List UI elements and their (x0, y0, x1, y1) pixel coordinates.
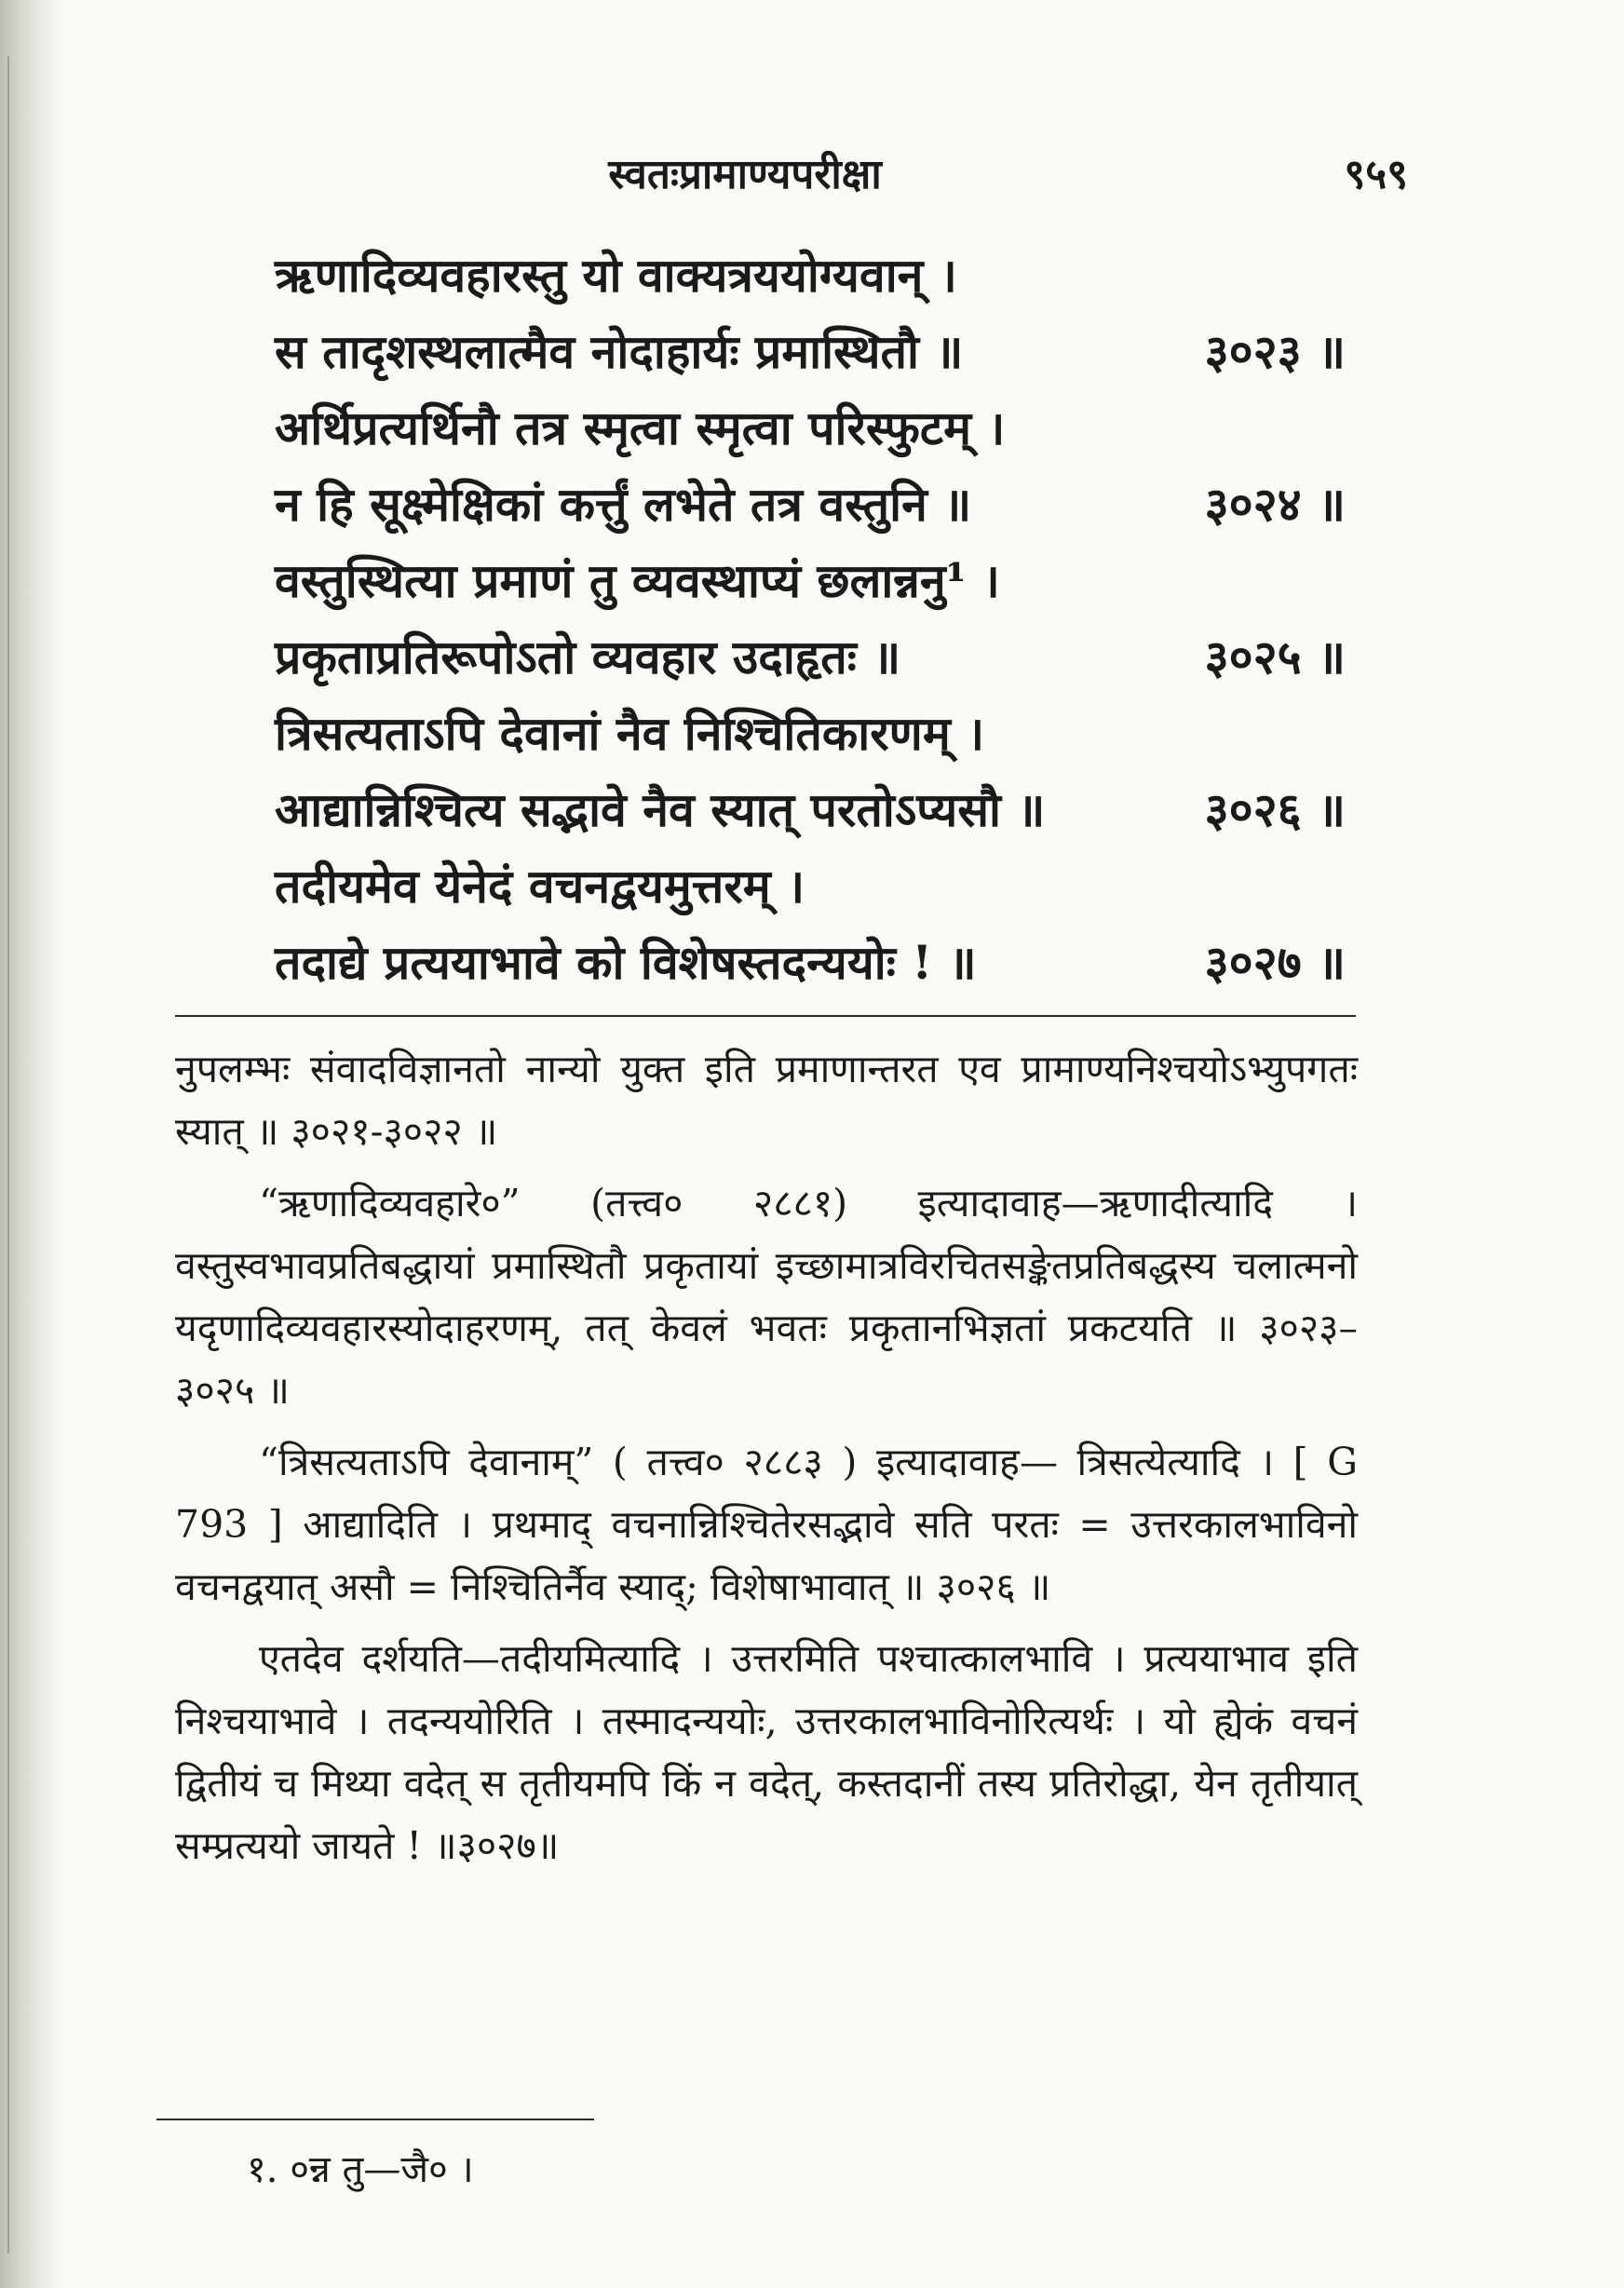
verse-text: आद्यान्निश्चित्य सद्भावे नैव स्यात् परतोऽप्यसौ ॥ (275, 782, 1046, 837)
verse-text: न हि सूक्ष्मेक्षिकां कर्त्तुं लभेते तत्र वस्तुनि ॥ (275, 477, 972, 532)
verse-text: ऋणादिव्यवहारस्तु यो वाक्यत्रययोग्यवान् । (275, 248, 957, 303)
verse-line (275, 543, 1346, 619)
verse-text: प्रकृताप्रतिरूपोऽतो व्यवहार उदाहृतः ॥ (275, 630, 901, 684)
verse-line (275, 772, 1346, 848)
verse-line (275, 390, 1346, 467)
verse-number: ३०२३ ॥ (1204, 324, 1346, 379)
commentary-paragraph: नुपलम्भः संवादविज्ञानतो नान्यो युक्त इति प्रमाणान्तरत एव प्रामाण्यनिश्चयोऽभ्युपगतः स्यात् ॥ ३०२१-३०२२ ॥ (175, 1047, 1358, 1154)
commentary-block (175, 1038, 1358, 1887)
commentary-paragraph: “त्रिसत्यताऽपि देवानाम्” ( तत्त्व० २८८३ ) इत्यादावाह— त्रिसत्येत्यादि । [ G 793 ] आद्यादिति । प्रथमाद् वचनान्निश्चितेरसद्भावे सति परतः = उत्तरकालभाविनो वचनद्वयात् असौ = निश्चितिर्नैव स्याद्; विशेषाभावात् ॥ ३०२६ ॥ (175, 1440, 1358, 1609)
verse-text: स तादृशस्थलात्मैव नोदाहार्यः प्रमास्थितौ ॥ (275, 324, 964, 379)
commentary-paragraph: “ऋणादिव्यवहारे०” (तत्त्व० २८८१) इत्यादावाह—ऋणादीत्यादि । वस्तुस्वभावप्रतिबद्धायां प्रमास्थितौ प्रकृतायां इच्छामात्रविरचितसङ्केतप्रतिबद्धस्य चलात्मनो यदृणादिव्यवहारस्योदाहरणम्, तत् केवलं भवतः प्रकृतानभिज्ञतां प्रकटयति ॥ ३०२३–३०२५ ॥ (175, 1181, 1358, 1413)
verse-line (275, 619, 1346, 696)
verse-text: तदीयमेव येनेदं वचनद्वयमुत्तरम् । (275, 859, 805, 914)
verse-number: ३०२६ ॥ (1204, 782, 1346, 837)
verse-line (275, 925, 1346, 1001)
verse-number: ३०२४ ॥ (1204, 477, 1346, 532)
verse-commentary-divider (175, 1015, 1356, 1017)
verse-number: ३०२७ ॥ (1204, 935, 1346, 990)
scan-binding-line (7, 56, 9, 2254)
verse-line (275, 696, 1346, 772)
verse-line (275, 314, 1346, 390)
footnote: १. ०न्न तु—जै० । (247, 2148, 474, 2191)
verse-text: तदाद्ये प्रत्ययाभावे को विशेषस्तदन्ययोः ! ॥ (275, 935, 977, 990)
verse-line (275, 467, 1346, 543)
verse-text: वस्तुस्थित्या प्रमाणं तु व्यवस्थाप्यं छलान्ननु¹ । (275, 553, 1000, 608)
verse-line (275, 848, 1346, 925)
page-number: ९५९ (1344, 151, 1408, 198)
verse-number: ३०२५ ॥ (1204, 630, 1346, 684)
running-title: स्वतःप्रामाण्यपरीक्षा (608, 151, 882, 198)
verse-text: अर्थिप्रत्यर्थिनौ तत्र स्मृत्वा स्मृत्वा परिस्फुटम् । (275, 400, 1006, 455)
verse-text: त्रिसत्यताऽपि देवानां नैव निश्चितिकारणम् । (275, 706, 985, 761)
verse-block (275, 237, 1346, 1001)
scan-page-edge (0, 0, 65, 2288)
commentary-paragraph: एतदेव दर्शयति—तदीयमित्यादि । उत्तरमिति पश्चात्कालभावि । प्रत्ययाभाव इति निश्चयाभावे । तदन्ययोरिति । तस्मादन्ययोः, उत्तरकालभाविनोरित्यर्थः । यो ह्येकं वचनं द्वितीयं च मिथ्या वदेत् स तृतीयमपि किं न वदेत्, कस्तदानीं तस्य प्रतिरोद्धा, येन तृतीयात् सम्प्रत्ययो जायते ! ॥३०२७॥ (175, 1636, 1358, 1868)
verse-line (275, 237, 1346, 314)
footnote-divider (156, 2119, 594, 2120)
